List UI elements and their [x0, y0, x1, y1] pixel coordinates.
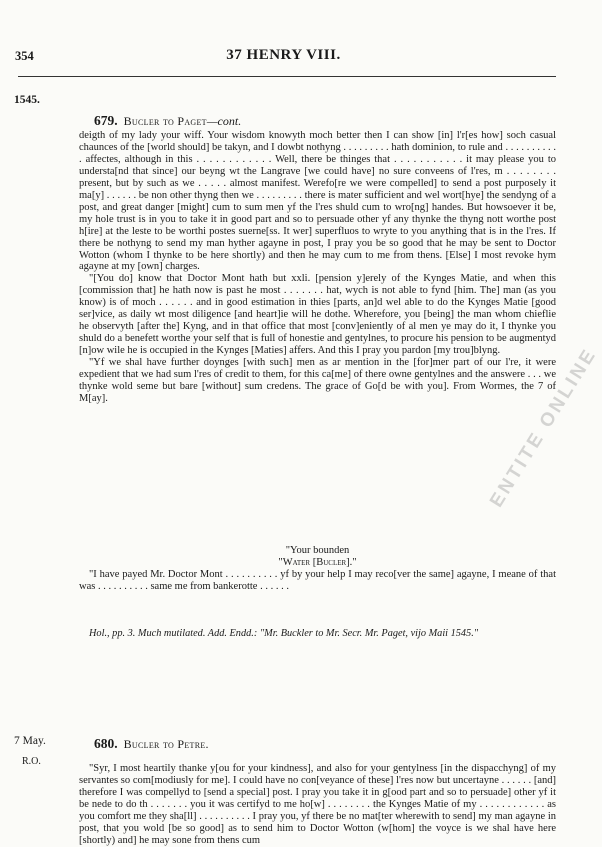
header-rule	[18, 76, 556, 77]
entry-679-number: 679.	[94, 113, 118, 128]
margin-year: 1545.	[14, 94, 40, 106]
entry-679-note: Hol., pp. 3. Much mutilated. Add. Endd.: "Mr. Buckler to Mr. Secr. Mr. Paget, vijo Maii 1545."	[89, 628, 479, 639]
entry-680-text: "Syr, I most heartily thanke y[ou for your kindness], and also for your gentylness [in the dispacchyng] of my servantes so com[modiusly for me]. I could have no con[veyance of these] l'res now but uncertayne . . . . . . [and] therefore I was compellyd to [send a special] post. I pray you take it in g[ood part and so to persuade] other yf it be nede to do th . . . . . . . you it was certifyd to me ho[w] . . . . . . . . the Kynges Matie of my . . . . . . . . . . . . as you comfort me they sha[ll] . . . . . . . . . . I pray you, yf there be no mat[ter wherewith to send] my man agayne in post, that you wold [be so good] as to send him to Doctor Wotton (w[hom] the voyce is we shal have here [shortly) and] he may sone from thens cum	[79, 763, 556, 846]
entry-679-postscript	[79, 569, 556, 593]
page-number: 354	[15, 49, 34, 63]
entry-679-continued: —cont.	[206, 114, 242, 128]
entry-679-sign-off: "Your bounden	[285, 545, 350, 556]
page-header	[0, 49, 567, 69]
entry-680-heading	[94, 736, 209, 752]
entry-679-correspondents: Bucler to Paget	[123, 114, 207, 128]
entry-679-signature: "Water [Bucler]."	[278, 557, 357, 568]
entry-680-correspondents: Bucler to Petre.	[123, 737, 209, 751]
entry-679-paragraph-2: "[You do] know that Doctor Mont hath but xxli. [pension y]erely of the Kynges Matie, and when this [commission that] he hath now is past he most . . . . . . . hat, wych is not able to fynd [him. The] man (as you know) is of moch . . . . . . and in good estimation in thies [parts, an]d wel able to do the Kynges Matie [good ser]vice, as daily wt most diligence [and heart]ie will he dothe. Wherefore, you [being] the man whom chieflie he observyth [after the] Kyng, and in that office that most [conv]eniently of al men ye may do it, I thynke you shuld do a benefett worthe your self that is full of honestie and gentylnes, to procure his pension to be augmentyd [n]ow wile he is occupied in the Kynges [Maties] affers. And this I pray you pardon [my trou]blyng.	[79, 273, 556, 357]
margin-date-entry-680: 7 May.	[14, 735, 46, 747]
entry-680-number: 680.	[94, 736, 118, 751]
running-title: 37 HENRY VIII.	[226, 47, 341, 63]
entry-679-paragraph-3: "Yf we shal have further doynges [with such] men as ar mention in the [for]mer part of our l're, it were expedient that we had sum l'res of credit to them, for this ca[me] of there owne gentylnes and the answere . . . we thynke wold seme but bare [without] sum credens. The grace of Go[d be with you]. From Wormes, the 7 of M[ay].	[79, 357, 556, 404]
watermark-stamp: ENTITE ONLINE	[486, 344, 602, 512]
entry-679-paragraph-1: deigth of my lady your wiff. Your wisdom knowyth moch better then I can show [in] l'r[es how] soch casual chaunces of the [world should] be takyn, and I dowbt nothyng . . . . . . . . . hath dominion, to rule and . . . . . . . . . . . affectes, although in this . . . . . . . . . . . . Well, there be thinges that . . . . . . . . . . . it may please you to understa[nd that since] our beyng wt the Langrave [we could have] no sure conveens of l'res, m . . . . . . . . present, but by such as we . . . . . almost manifest. Werefo[re we were compelled] to send a post purposely it ma[y] . . . . . . be non other thyng then we . . . . . . . . . there is mater sufficient and wel wort[hye] the sendyng of a post, and great danger [might] cum to sum men yf the l'res shuld cum to wro[ng] handes. But howsoever it be, my hole trust is in you to take it in good part and so to persuade other yf any thynke the thyng nott worthe post h[ire] at the leste to be worthi postes suerne[ss. It wer] superfluos to wryte to you anything that is in the l'res. If there be nothyng to send my man hyther agayne in post, I pray you be so good that he may be sent to Doctor Wotton (whom I thynke to be here shortly) and then he may cum to me from thens. [Else] I most revoke hym agayne at my [own] charges.	[79, 130, 556, 273]
entry-680-body	[79, 763, 556, 847]
margin-source-entry-680: R.O.	[22, 756, 41, 767]
entry-679-postscript-text: "I have payed Mr. Doctor Mont . . . . . . . . . . yf by your help I may reco[ver the same] agayne, I meane of that was . . . . . . . . . . same me from bankerotte . . . . . .	[79, 569, 556, 592]
entry-679-heading	[94, 113, 241, 129]
entry-679-body	[79, 130, 556, 405]
